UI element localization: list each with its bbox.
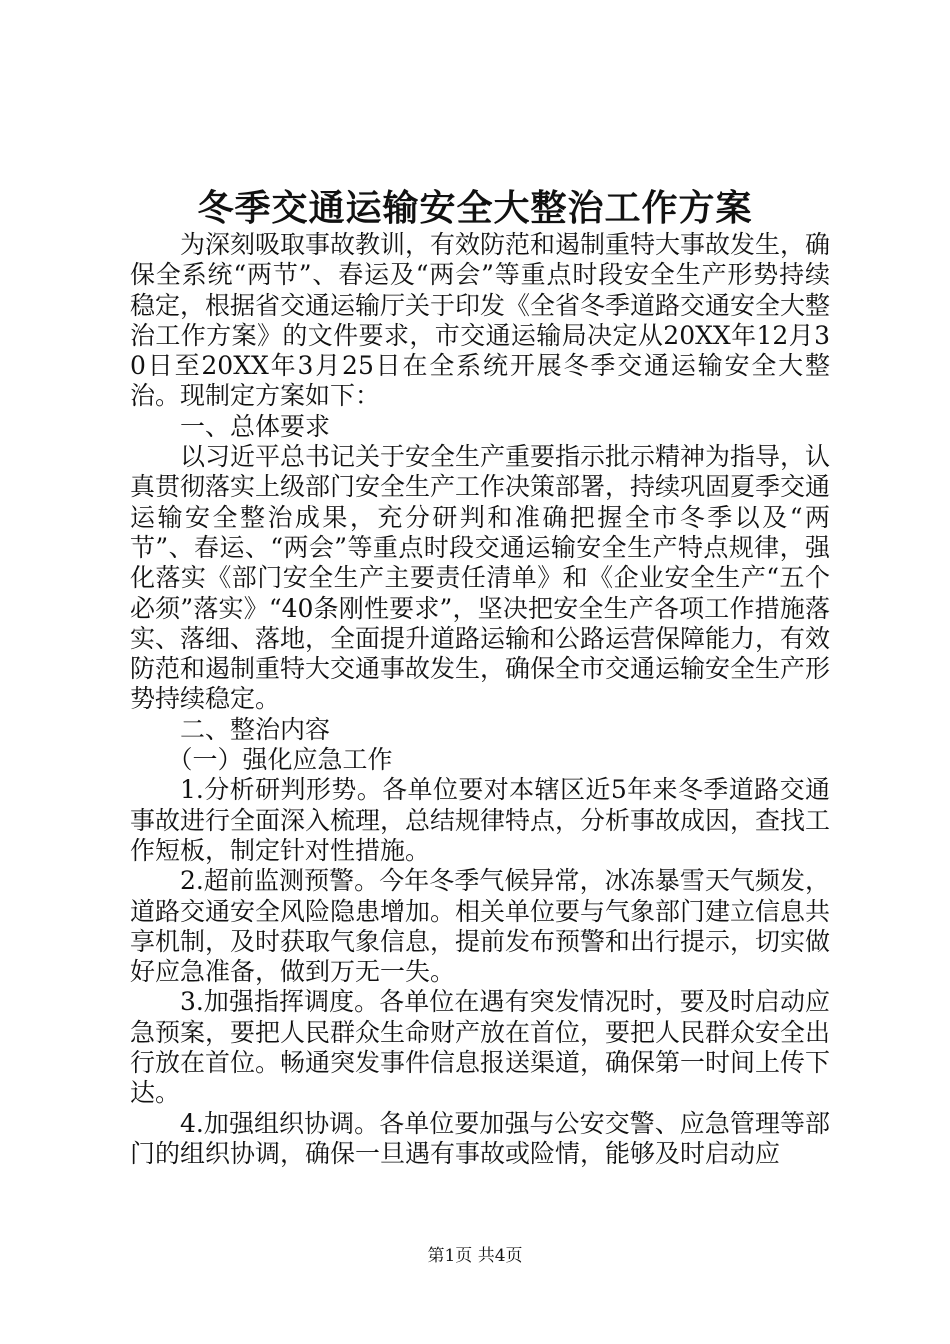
list-item-analysis: 1.分析研判形势。各单位要对本辖区近5年来冬季道路交通事故进行全面深入梳理，总结规律特点，分析事故成因，查找工作短板，制定针对性措施。: [130, 775, 831, 865]
section-heading-rectification-content: 二、整治内容: [180, 714, 331, 744]
document-body: [130, 230, 830, 1169]
general-requirements-paragraph: 以习近平总书记关于安全生产重要指示批示精神为指导，认真贯彻落实上级部门安全生产工作决策部署，持续巩固夏季交通运输安全整治成果，充分研判和准确把握全市冬季以及“两节”、春运、“两会”等重点时段交通运输安全生产特点规律，强化落实《部门安全生产主要责任清单》和《企业安全生产“五个必须”落实》“40条刚性要求”，坚决把安全生产各项工作措施落实、落细、落地，全面提升道路运输和公路运营保障能力，有效防范和遏制重特大交通事故发生，确保全市交通运输安全生产形势持续稳定。: [130, 442, 831, 714]
list-item-command-dispatch: 3.加强指挥调度。各单位在遇有突发情况时，要及时启动应急预案，要把人民群众生命财产放在首位，要把人民群众安全出行放在首位。畅通突发事件信息报送渠道，确保第一时间上传下达。: [130, 987, 831, 1108]
document-title: 冬季交通运输安全大整治工作方案: [197, 188, 753, 229]
list-item-early-warning: 2.超前监测预警。今年冬季气候异常，冰冻暴雪天气频发，道路交通安全风险隐患增加。相关单位要与气象部门建立信息共享机制，及时获取气象信息，提前发布预警和出行提示，切实做好应急准备，做到万无一失。: [130, 866, 831, 987]
list-item-coordination: 4.加强组织协调。各单位要加强与公安交警、应急管理等部门的组织协调，确保一旦遇有事故或险情，能够及时启动应: [130, 1108, 830, 1168]
section-heading-general-requirements: 一、总体要求: [180, 411, 331, 441]
intro-paragraph: 为深刻吸取事故教训，有效防范和遏制重特大事故发生，确保全系统“两节”、春运及“两会”等重点时段安全生产形势持续稳定，根据省交通运输厅关于印发《全省冬季道路交通安全大整治工作方案》的文件要求，市交通运输局决定从20XX年12月30日至20XX年3月25日在全系统开展冬季交通运输安全大整治。现制定方案如下：: [130, 230, 831, 411]
page-indicator: 第1页 共4页: [427, 1246, 523, 1266]
subsection-heading-emergency-work: （一）强化应急工作: [167, 745, 393, 775]
